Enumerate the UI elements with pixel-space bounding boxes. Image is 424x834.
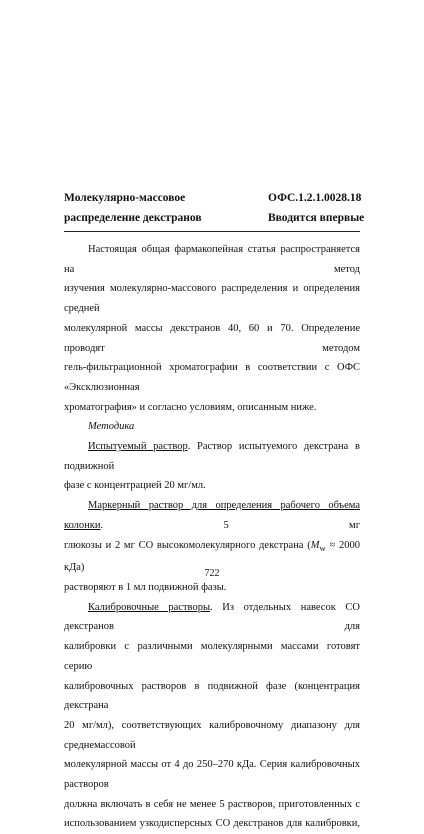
calibration-text: . Из отдельных навесок СО декстранов для	[64, 601, 360, 633]
intro-line: молекулярной массы декстранов 40, 60 и 70. Определение проводят методом	[64, 322, 360, 354]
intro-line: хроматография» и согласно условиям, описанным ниже.	[64, 401, 317, 413]
intro-line: Настоящая общая фармакопейная статья распространяется на метод	[64, 244, 360, 275]
intro-line: изучения молекулярно-массового распределения и определения средней	[64, 283, 360, 315]
calibration-line	[64, 598, 360, 637]
calibration-line: должна включать в себя не менее 5 растворов, приготовленных с	[64, 798, 360, 810]
article-title	[64, 188, 202, 228]
header-divider	[64, 231, 360, 232]
article-title-line1: Молекулярно-массовое	[64, 192, 186, 204]
calibration-term: Калибровочные растворы	[88, 601, 211, 613]
article-body	[64, 240, 360, 834]
marker-solution-line: растворяют в 1 мл подвижной фазы.	[64, 582, 227, 594]
test-solution-text: . Раствор испытуемого декстрана в подвижной	[64, 441, 360, 472]
calibration-line: использованием узкодисперсных СО декстранов для калибровки,	[64, 818, 360, 830]
marker-solution-line	[64, 496, 360, 535]
test-solution-line: фазе с концентрацией 20 мг/мл.	[64, 480, 206, 492]
mw-subscript: w	[319, 542, 326, 553]
calibration-line: 20 мг/мл), соответствующих калибровочному диапазону для среднемассовой	[64, 719, 360, 751]
mw-symbol: M	[310, 539, 320, 551]
marker-solution-text: . 5 мг	[100, 519, 360, 531]
article-title-line2: распределение декстранов	[64, 212, 202, 224]
article-meta	[268, 188, 364, 228]
marker-text-post: ≈ 2000 кДа)	[64, 539, 360, 574]
method-heading: Методика	[88, 421, 135, 433]
test-solution-line	[64, 437, 360, 476]
calibration-line: калибровочных растворов в подвижной фазе (концентрация декстрана	[64, 680, 360, 712]
article-status: Вводится впервые	[268, 212, 365, 224]
marker-solution-term: Маркерный раствор для определения рабочего объема колонки	[64, 500, 360, 531]
article-code: ОФС.1.2.1.0028.18	[268, 192, 362, 204]
marker-text-pre: глюкозы и 2 мг СО высокомолекулярного декстрана (	[64, 539, 311, 551]
test-solution-term: Испытуемый раствор	[88, 441, 188, 453]
calibration-line: калибровки с различными молекулярными массами готовят серию	[64, 641, 360, 672]
calibration-line: молекулярной массы от 4 до 250–270 кДа. Серия калибровочных растворов	[64, 759, 360, 791]
intro-line: гель-фильтрационной хроматографии в соответствии с ОФС «Эксклюзионная	[64, 362, 360, 393]
page-number: 722	[204, 568, 220, 579]
